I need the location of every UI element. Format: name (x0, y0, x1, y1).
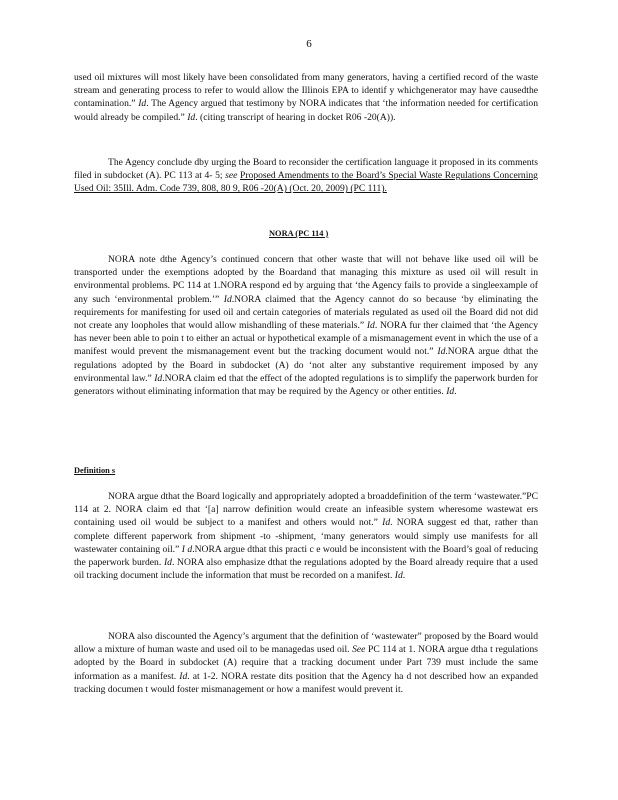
paragraph-text: .NORA claim ed that the effect of the adopted regulations is to simplify the paperwork burden for generators without eliminating information that may be required by the Agency or other entities. (74, 372, 538, 398)
paragraph-text: . The Agency argued that testimony by NORA indicates that ‘the information needed for certification would already be compiled.” (74, 98, 538, 123)
citation-id: Id (437, 346, 446, 358)
paragraph-text: .NORA argue dthat the regulations adopted by the Board in subdocket (A) do ‘not alter any substantive requirement imposed by any environmental law.” (74, 346, 538, 384)
paragraph-nora-response (74, 253, 538, 398)
paragraph-text: used oil mixtures will most likely have been consolidated from many generators, having a certified record of the waste stream and generating process to refer to would allow the Illinois EPA to identif y whichgenerator may have causedthe contamination.” (74, 72, 538, 110)
citation-id: Id (446, 386, 455, 398)
citation-id: I d (181, 543, 193, 555)
paragraph-text: NORA also discounted the Agency’s argument that the definition of ‘wastewater” proposed by the Board would allow a mixture of human waste and used oil to be managedas used oil. (74, 631, 538, 656)
citation-id: Id (223, 293, 232, 305)
paragraph-text: . at 1-2. NORA restate dits position that the Agency ha d not described how an expanded tracking documen t would foster mismanagement or how a manifest would prevent it. (74, 670, 538, 695)
citation-signal: See (352, 644, 366, 656)
citation-id: Id (187, 111, 196, 123)
paragraph-text: . NORA suggest ed that, rather than complete different paperwork from shipment -to -shipment, ‘many generators would simply use manifests for all wastewater containing oil.” (74, 517, 538, 555)
paragraph-agency-certification (74, 71, 538, 124)
paragraph-text: NORA note dthe Agency’s continued concern that other waste that will not behave like used oil will be transported under the exemptions adopted by the Boardand that managing this mixture as used oil will result in environmental problems. PC 114 at 1.NORA respond ed by arguing that ‘the Agency fails to provide a singleexample of any such ‘environmental problem.’” (74, 254, 538, 305)
citation-id: Id (382, 517, 391, 529)
paragraph-text: . (402, 570, 406, 582)
paragraph-text: . NORA fur ther claimed that ‘the Agency has never been able to poin t to either an actual or hypothetical example of a mismanagement event in which the use of a manifest would prevent the mismanagement event but the tracking document would not.” (74, 320, 538, 358)
page-number: 6 (306, 38, 312, 50)
paragraph-wastewater-definition (74, 490, 538, 582)
citation-id: Id (154, 372, 163, 384)
citation-id: Id (163, 557, 172, 569)
citation-signal: see (225, 170, 238, 182)
paragraph-text: .NORA claimed that the Agency cannot do so because ‘by eliminating the requirements for manifesting for used oil and certain categories of materials regulated as used oil the Board did not did not create any loopholes that would allow mishandling of these materials.” (74, 293, 538, 332)
section-heading-definitions: Definition s (74, 466, 116, 475)
paragraph-text: PC 114 at 1. NORA argue dtha t regulations adopted by the Board in subdocket (A) require that a tracking document under Part 739 must include the same information as a manifest. (74, 644, 538, 682)
citation-id: Id (394, 570, 403, 582)
paragraph-text: NORA argue dthat the Board logically and appropriately adopted a broaddefinition of the term ‘wastewater.”PC 114 at 2. NORA claim ed that ‘[a] narrow definition would create an infeasible system wheresome wastewat ers containing used oil would be subject to a manifest and others would not.” (74, 491, 538, 529)
paragraph-text: . (citing transcript of hearing in docket R06 -20(A)). (195, 111, 396, 123)
paragraph-text: . NORA also emphasize dthat the regulations adopted by the Board already require that a used oil tracking document include the information that must be recorded on a manifest. (74, 557, 538, 582)
section-heading-nora: NORA (PC 114 ) (269, 229, 329, 238)
case-citation: Proposed Amendments to the Board’s Special Waste Regulations Concerning Used Oil: 35Ill. Adm. Code 739, 808, 80 9, R06 -20(A) (Oct. 20, 2009) (PC 111). (74, 170, 538, 195)
paragraph-nora-discount (74, 630, 538, 696)
citation-id: Id (138, 98, 147, 110)
citation-id: Id (366, 320, 375, 332)
paragraph-agency-conclusion (74, 156, 538, 196)
paragraph-text: . (454, 386, 457, 398)
paragraph-text: .NORA argue dthat this practi c e would be inconsistent with the Board’s goal of reducing the paperwork burden. (74, 543, 538, 569)
paragraph-text: The Agency conclude dby urging the Board to reconsider the certification language it proposed in its comments filed in subdocket (A). PC 113 at 4- 5; (74, 157, 538, 182)
citation-id: Id (179, 670, 188, 682)
